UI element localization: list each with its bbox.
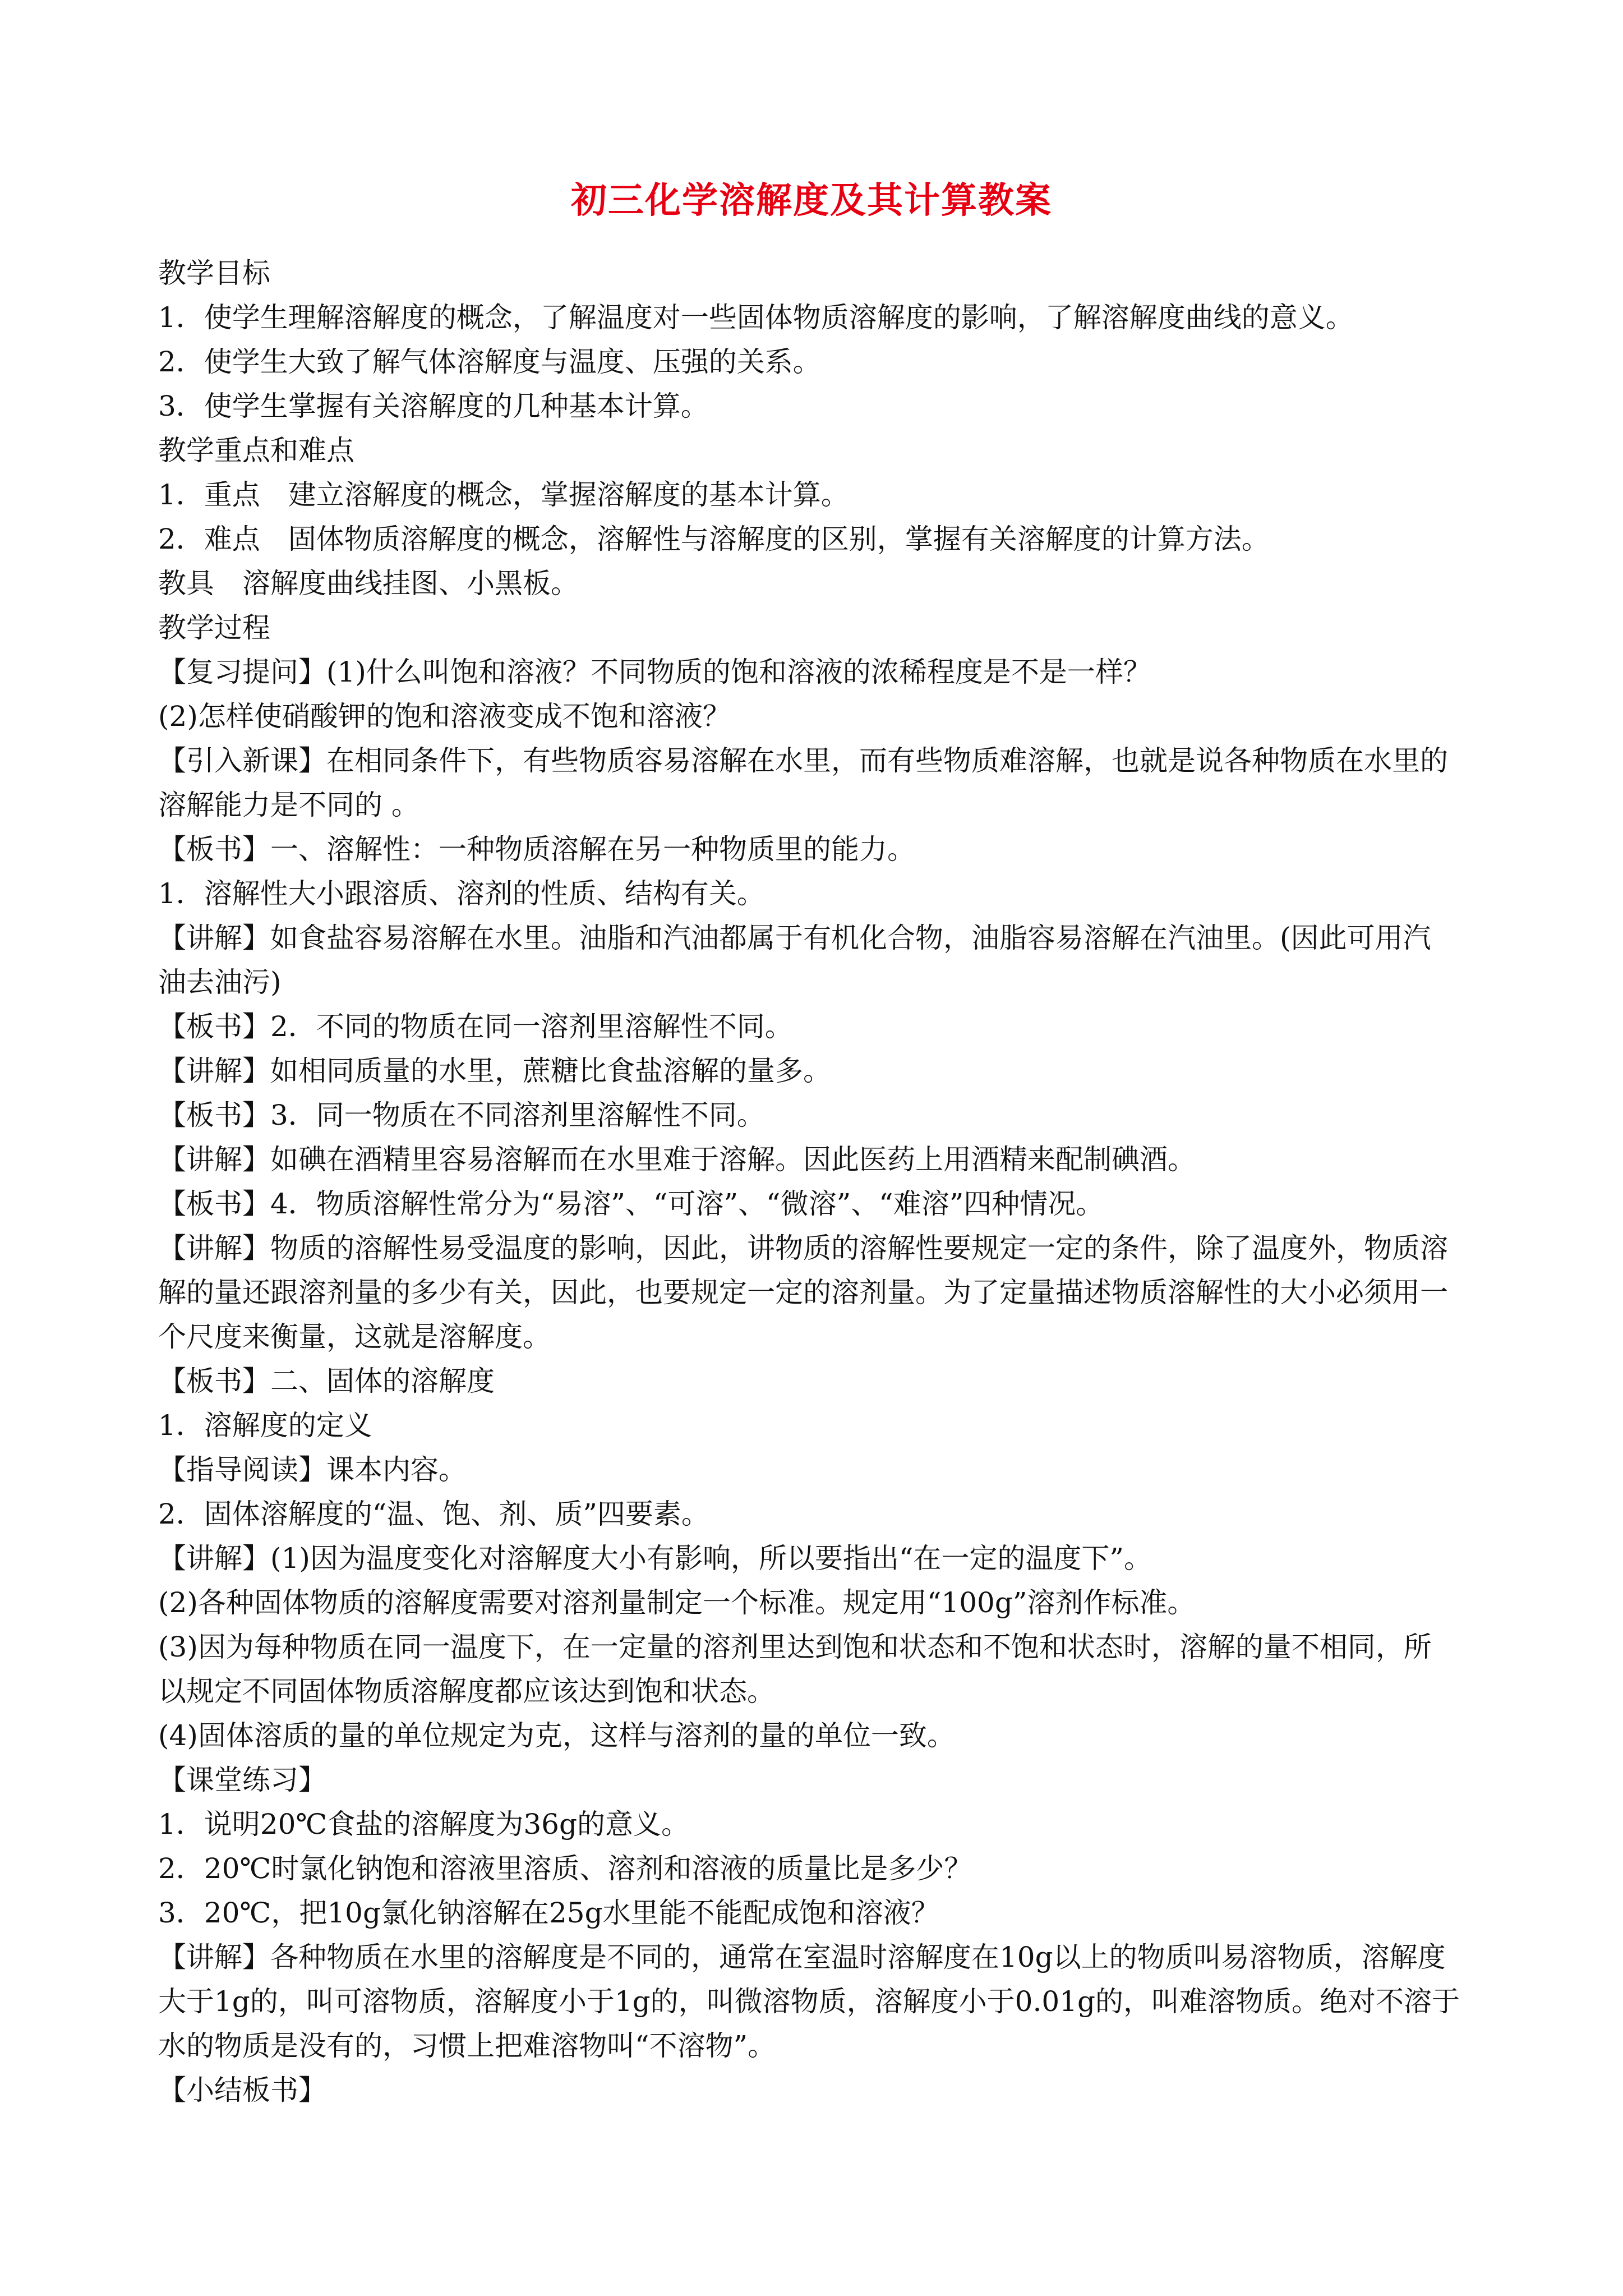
body-line: 1．说明20℃食盐的溶解度为36g的意义。 — [158, 1808, 689, 1841]
body-line: 2．难点 固体物质溶解度的概念，溶解性与溶解度的区别，掌握有关溶解度的计算方法。 — [158, 523, 1270, 555]
body-line: 2．固体溶解度的“温、饱、剂、质”四要素。 — [158, 1498, 709, 1530]
body-line: 【讲解】如相同质量的水里，蔗糖比食盐溶解的量多。 — [158, 1055, 831, 1087]
body-line: 1．溶解度的定义 — [158, 1409, 372, 1442]
body-line: 3．20℃，把10g氯化钠溶解在25g水里能不能配成饱和溶液？ — [158, 1897, 939, 1929]
body-line: 1．溶解性大小跟溶质、溶剂的性质、结构有关。 — [158, 877, 765, 910]
body-line: 水的物质是没有的，习惯上把难溶物叫“不溶物”。 — [158, 2030, 776, 2062]
body-line: 3．使学生掌握有关溶解度的几种基本计算。 — [158, 390, 709, 422]
body-line: 1．重点 建立溶解度的概念，掌握溶解度的基本计算。 — [158, 478, 849, 511]
body-line: 教学目标 — [158, 257, 270, 289]
body-line: 【板书】4．物质溶解性常分为“易溶”、“可溶”、“微溶”、“难溶”四种情况。 — [158, 1188, 1104, 1220]
body-line: 以规定不同固体物质溶解度都应该达到饱和状态。 — [158, 1675, 775, 1708]
body-line: 解的量还跟溶剂量的多少有关，因此，也要规定一定的溶剂量。为了定量描述物质溶解性的大小必须用一 — [158, 1276, 1448, 1309]
body-line: 【讲解】物质的溶解性易受温度的影响，因此，讲物质的溶解性要规定一定的条件，除了温度外，物质溶 — [158, 1232, 1448, 1264]
body-line: 个尺度来衡量，这就是溶解度。 — [158, 1320, 551, 1353]
body-line: 1．使学生理解溶解度的概念，了解温度对一些固体物质溶解度的影响，了解溶解度曲线的意义。 — [158, 301, 1354, 334]
body-line: 【课堂练习】 — [158, 1764, 326, 1796]
body-line: (4)固体溶质的量的单位规定为克，这样与溶剂的量的单位一致。 — [158, 1719, 955, 1752]
body-line: 教具 溶解度曲线挂图、小黑板。 — [158, 567, 579, 600]
body-line: 【讲解】(1)因为温度变化对溶解度大小有影响，所以要指出“在一定的温度下”。 — [158, 1542, 1152, 1575]
body-line: 【引入新课】在相同条件下，有些物质容易溶解在水里，而有些物质难溶解，也就是说各种物质在水里的 — [158, 744, 1448, 777]
body-line: 油去油污) — [158, 966, 282, 999]
body-line: 教学过程 — [158, 611, 270, 644]
body-line: 【讲解】如碘在酒精里容易溶解而在水里难于溶解。因此医药上用酒精来配制碘酒。 — [158, 1143, 1196, 1176]
body-line: 【板书】一、溶解性：一种物质溶解在另一种物质里的能力。 — [158, 833, 915, 866]
body-line: 【板书】3．同一物质在不同溶剂里溶解性不同。 — [158, 1099, 765, 1131]
body-line: 【板书】2．不同的物质在同一溶剂里溶解性不同。 — [158, 1010, 793, 1043]
body-line: 溶解能力是不同的 。 — [158, 789, 419, 821]
body-line: 【复习提问】(1)什么叫饱和溶液？不同物质的饱和溶液的浓稀程度是不是一样？ — [158, 656, 1151, 688]
body-line: 2．20℃时氯化钠饱和溶液里溶质、溶剂和溶液的质量比是多少？ — [158, 1852, 972, 1885]
body-line: 【小结板书】 — [158, 2074, 326, 2106]
body-line: 【讲解】如食盐容易溶解在水里。油脂和汽油都属于有机化合物，油脂容易溶解在汽油里。(因此可用汽 — [158, 922, 1431, 954]
body-line: (2)怎样使硝酸钾的饱和溶液变成不饱和溶液？ — [158, 700, 731, 733]
body-line: 大于1g的，叫可溶物质，溶解度小于1g的，叫微溶物质，溶解度小于0.01g的，叫难溶物质。绝对不溶于 — [158, 1985, 1460, 2018]
document-body — [158, 251, 1476, 2113]
body-line: 【讲解】各种物质在水里的溶解度是不同的，通常在室温时溶解度在10g以上的物质叫易溶物质，溶解度 — [158, 1941, 1446, 1973]
document-title: 初三化学溶解度及其计算教案 — [571, 180, 1052, 222]
body-line: 2．使学生大致了解气体溶解度与温度、压强的关系。 — [158, 346, 821, 378]
body-line: 教学重点和难点 — [158, 434, 354, 467]
body-line: (3)因为每种物质在同一温度下，在一定量的溶剂里达到饱和状态和不饱和状态时，溶解的量不相同，所 — [158, 1631, 1432, 1663]
body-line: 【板书】二、固体的溶解度 — [158, 1365, 495, 1397]
body-line: 【指导阅读】课本内容。 — [158, 1453, 467, 1486]
body-line: (2)各种固体物质的溶解度需要对溶剂量制定一个标准。规定用“100g”溶剂作标准。 — [158, 1586, 1196, 1619]
